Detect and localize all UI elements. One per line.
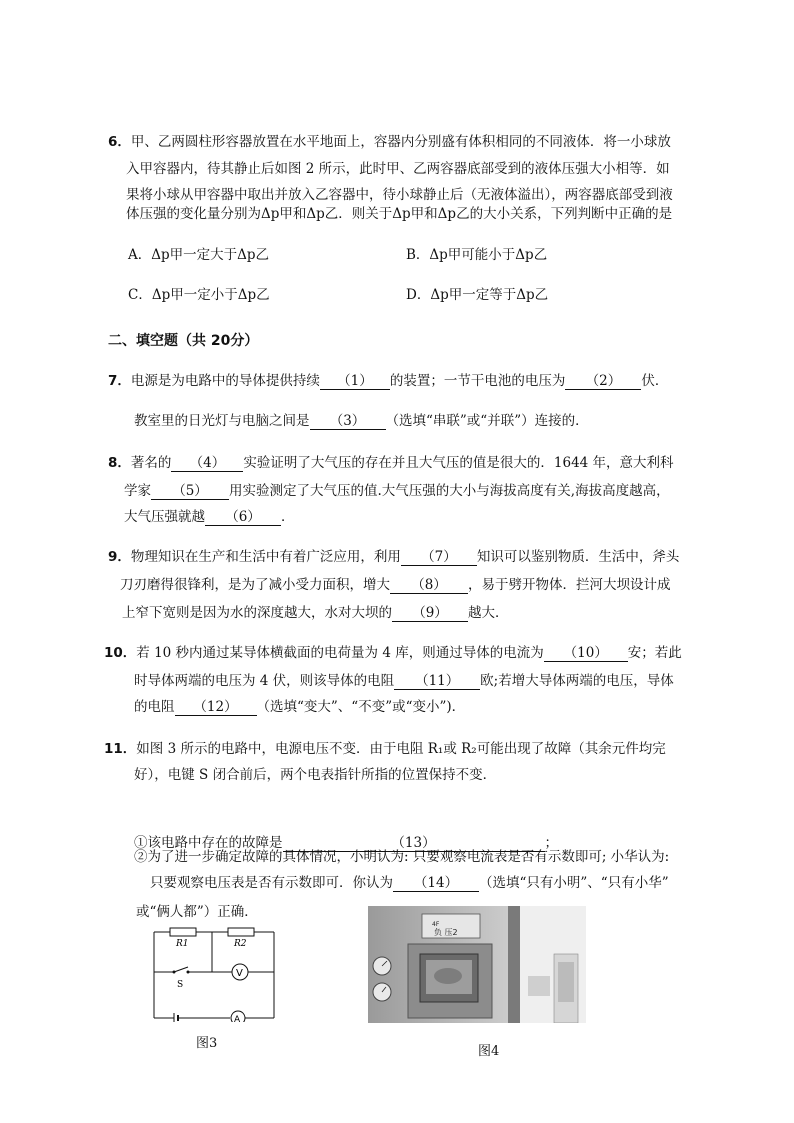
resistor-r2: [228, 928, 254, 936]
q8-line-1: 8．著名的 （4） 实验证明了大气压的存在并且大气压的值是很大的．1644 年，意大利科: [108, 455, 674, 471]
negative-pressure-room-photo: [368, 906, 586, 1023]
answer-blank-1[interactable]: （1）: [320, 373, 390, 390]
q6-number: 6．: [108, 134, 131, 150]
q6-option-b: B．Δp甲可能小于Δp乙: [406, 247, 548, 263]
answer-blank-5[interactable]: （5）: [151, 483, 229, 500]
figure-3-caption: 图3: [196, 1036, 218, 1051]
answer-blank-6[interactable]: （6）: [205, 509, 281, 526]
q6-option-a: A．Δp甲一定大于Δp乙: [128, 247, 270, 263]
label-r2: R2: [234, 939, 247, 949]
label-v: V: [236, 968, 243, 979]
q9-line-3: 上窄下宽则是因为水的深度越大，水对大坝的 （9） 越大．: [122, 605, 509, 621]
q6-line-4: 体压强的变化量分别为Δp甲和Δp乙．则关于Δp甲和Δp乙的大小关系，下列判断中正确的是: [126, 206, 673, 222]
q7-line-1: 7．电源是为电路中的导体提供持续 （1） 的装置；一节干电池的电压为 （2） 伏．: [108, 373, 669, 389]
q6-option-d: D．Δp甲一定等于Δp乙: [406, 287, 549, 303]
svg-text:负 压2: 负 压2: [434, 928, 458, 937]
q6-option-c: C．Δp甲一定小于Δp乙: [128, 287, 270, 303]
q9-line-1: 9．物理知识在生产和生活中有着广泛应用，利用 （7） 知识可以鉴别物质．生活中，斧头: [108, 549, 680, 565]
answer-blank-8[interactable]: （8）: [390, 577, 468, 594]
q11-sub1: ①该电路中存在的故障是 （13） ；: [134, 835, 558, 851]
q11-line-2: 好），电键 S 闭合前后，两个电表指针所指的位置保持不变．: [134, 767, 497, 783]
label-a: A: [234, 1015, 241, 1022]
answer-blank-2[interactable]: （2）: [565, 373, 641, 390]
q8-line-3: 大气压强就越 （6） ．: [124, 509, 295, 525]
answer-blank-4[interactable]: （4）: [171, 455, 243, 472]
q11-sub2-line-1: ②为了进一步确定故障的具体情况，小明认为: 只要观察电流表是否有示数即可; 小华认为:: [134, 849, 670, 865]
svg-text:4F: 4F: [432, 921, 440, 928]
q10-line-2: 时导体两端的电压为 4 伏，则该导体的电阻 （11） 欧;若增大导体两端的电压，导体: [134, 673, 674, 689]
q6-line-1: 6．甲、乙两圆柱形容器放置在水平地面上，容器内分别盛有体积相同的不同液体．将一小球放: [108, 134, 671, 150]
switch-lever: [174, 967, 188, 972]
resistor-r1: [170, 928, 196, 936]
label-s: S: [177, 980, 184, 990]
answer-blank-9[interactable]: （9）: [392, 605, 468, 622]
answer-blank-10[interactable]: （10）: [544, 645, 628, 662]
q11-sub2-line-3: 或“俩人都”）正确．: [136, 904, 258, 920]
figure-4-caption: 图4: [478, 1044, 500, 1059]
answer-blank-13[interactable]: （13）: [283, 835, 545, 852]
photo-illustration: [368, 906, 586, 1023]
q11-sub2-line-2: 只要观察电压表是否有示数即可．你认为 （14） （选填“只有小明”、“只有小华”: [150, 875, 669, 891]
answer-blank-3[interactable]: （3）: [310, 413, 386, 430]
answer-blank-14[interactable]: （14）: [393, 875, 479, 892]
answer-blank-7[interactable]: （7）: [401, 549, 477, 566]
label-r1: R1: [176, 939, 189, 949]
answer-blank-11[interactable]: （11）: [394, 673, 480, 690]
q7-line-2: 教室里的日光灯与电脑之间是 （3） （选填“串联”或“并联”）连接的．: [134, 413, 589, 429]
section-title-fill-in: 二、填空题（共 20分）: [108, 333, 259, 349]
q8-line-2: 学家 （5） 用实验测定了大气压的值.大气压强的大小与海拔高度有关,海拔高度越高，: [124, 483, 670, 499]
q6-line-3: 果将小球从甲容器中取出并放入乙容器中，待小球静止后（无液体溢出），两容器底部受到液: [126, 187, 673, 203]
q10-line-1: 10．若 10 秒内通过某导体横截面的电荷量为 4 库，则通过导体的电流为 （10） 安；若此: [104, 645, 682, 661]
q11-line-1: 11．如图 3 所示的电路中，电源电压不变．由于电阻 R₁或 R₂可能出现了故障（其余元件均完: [104, 741, 666, 757]
q10-line-3: 的电阻 （12） （选填“变大”、“不变”或“变小”)．: [134, 699, 466, 715]
circuit-diagram: [146, 924, 282, 1022]
answer-blank-12[interactable]: （12）: [175, 699, 257, 716]
q6-line-2: 入甲容器内，待其静止后如图 2 所示，此时甲、乙两容器底部受到的液体压强大小相等．如: [126, 161, 670, 177]
q9-line-2: 刀刃磨得很锋利，是为了减小受力面积，增大 （8） ，易于劈开物体．拦河大坝设计成: [120, 577, 671, 593]
